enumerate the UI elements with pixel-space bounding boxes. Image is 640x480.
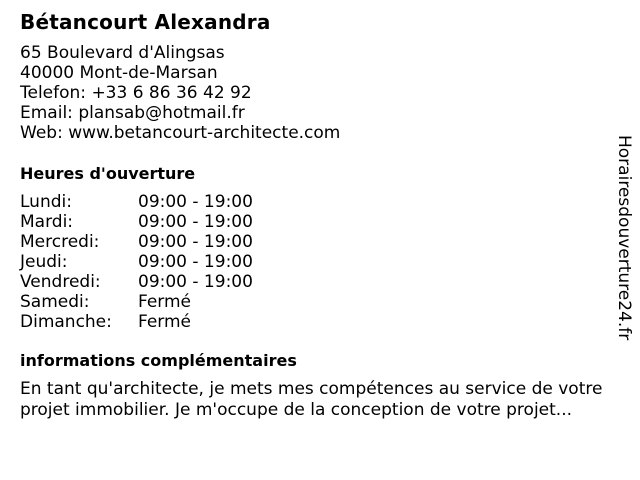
hours-heading: Heures d'ouverture	[20, 164, 196, 183]
web-link[interactable]: www.betancourt-architecte.com	[68, 123, 341, 143]
hours-row-sunday	[20, 312, 610, 332]
site-watermark: Horairesdouverture24.fr	[614, 135, 634, 341]
business-card	[20, 9, 610, 421]
hours-row-friday	[20, 272, 610, 292]
hours-row-saturday	[20, 292, 610, 312]
address-city: 40000 Mont-de-Marsan	[20, 63, 218, 83]
day-label: Vendredi:	[20, 272, 101, 292]
info-heading: informations complémentaires	[20, 351, 297, 370]
hours-row-thursday	[20, 252, 610, 272]
hours-table	[20, 192, 610, 332]
day-label: Dimanche:	[20, 312, 112, 332]
phone-label: Telefon:	[20, 83, 87, 103]
phone-line	[20, 83, 610, 103]
email-line	[20, 103, 610, 123]
hours-row-wednesday	[20, 232, 610, 252]
day-hours: 09:00 - 19:00	[138, 192, 253, 212]
info-description: En tant qu'architecte, je mets mes compétences au service de votre projet immobilier. Je m'occupe de la conception de votre projet...	[20, 379, 603, 420]
day-hours: 09:00 - 19:00	[138, 252, 253, 272]
day-hours: 09:00 - 19:00	[138, 272, 253, 292]
day-label: Lundi:	[20, 192, 72, 212]
web-line	[20, 123, 610, 143]
hours-row-monday	[20, 192, 610, 212]
day-label: Samedi:	[20, 292, 90, 312]
day-label: Jeudi:	[20, 252, 68, 272]
web-label: Web:	[20, 123, 63, 143]
business-name: Bétancourt Alexandra	[20, 10, 271, 34]
day-label: Mercredi:	[20, 232, 100, 252]
day-hours: 09:00 - 19:00	[138, 212, 253, 232]
email-link[interactable]: plansab@hotmail.fr	[78, 103, 245, 123]
address-street: 65 Boulevard d'Alingsas	[20, 43, 225, 63]
day-hours: Fermé	[138, 292, 192, 312]
day-hours: Fermé	[138, 312, 192, 332]
day-hours: 09:00 - 19:00	[138, 232, 253, 252]
phone-link[interactable]: +33 6 86 36 42 92	[91, 83, 252, 103]
hours-row-tuesday	[20, 212, 610, 232]
day-label: Mardi:	[20, 212, 74, 232]
email-label: Email:	[20, 103, 73, 123]
